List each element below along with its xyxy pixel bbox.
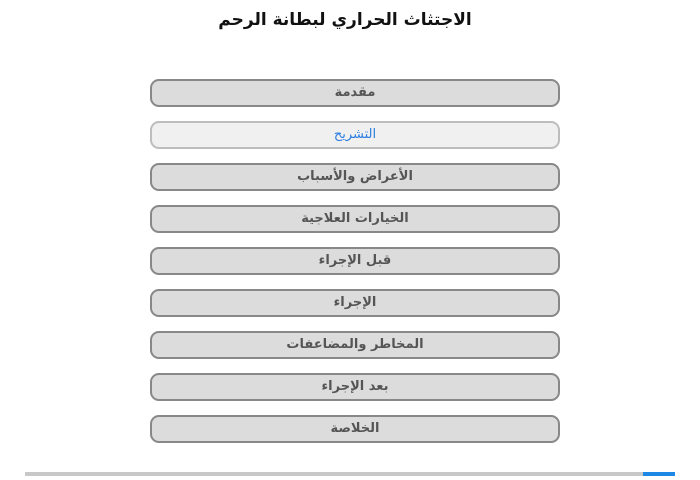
page-title: الاجتثاث الحراري لبطانة الرحم xyxy=(218,10,472,30)
menu-item-before-procedure[interactable]: قبل الإجراء xyxy=(150,247,560,275)
chapter-menu xyxy=(150,79,560,457)
menu-item-symptoms-causes[interactable]: الأعراض والأسباب xyxy=(150,163,560,191)
menu-item-procedure[interactable]: الإجراء xyxy=(150,289,560,317)
menu-item-summary[interactable]: الخلاصة xyxy=(150,415,560,443)
menu-item-treatment-options[interactable]: الخيارات العلاجية xyxy=(150,205,560,233)
menu-item-anatomy[interactable]: التشريح xyxy=(150,121,560,149)
menu-item-introduction[interactable]: مقدمة xyxy=(150,79,560,107)
progress-bar-fill xyxy=(643,472,676,476)
progress-bar xyxy=(25,472,675,476)
menu-item-risks-complications[interactable]: المخاطر والمضاعفات xyxy=(150,331,560,359)
menu-item-after-procedure[interactable]: بعد الإجراء xyxy=(150,373,560,401)
